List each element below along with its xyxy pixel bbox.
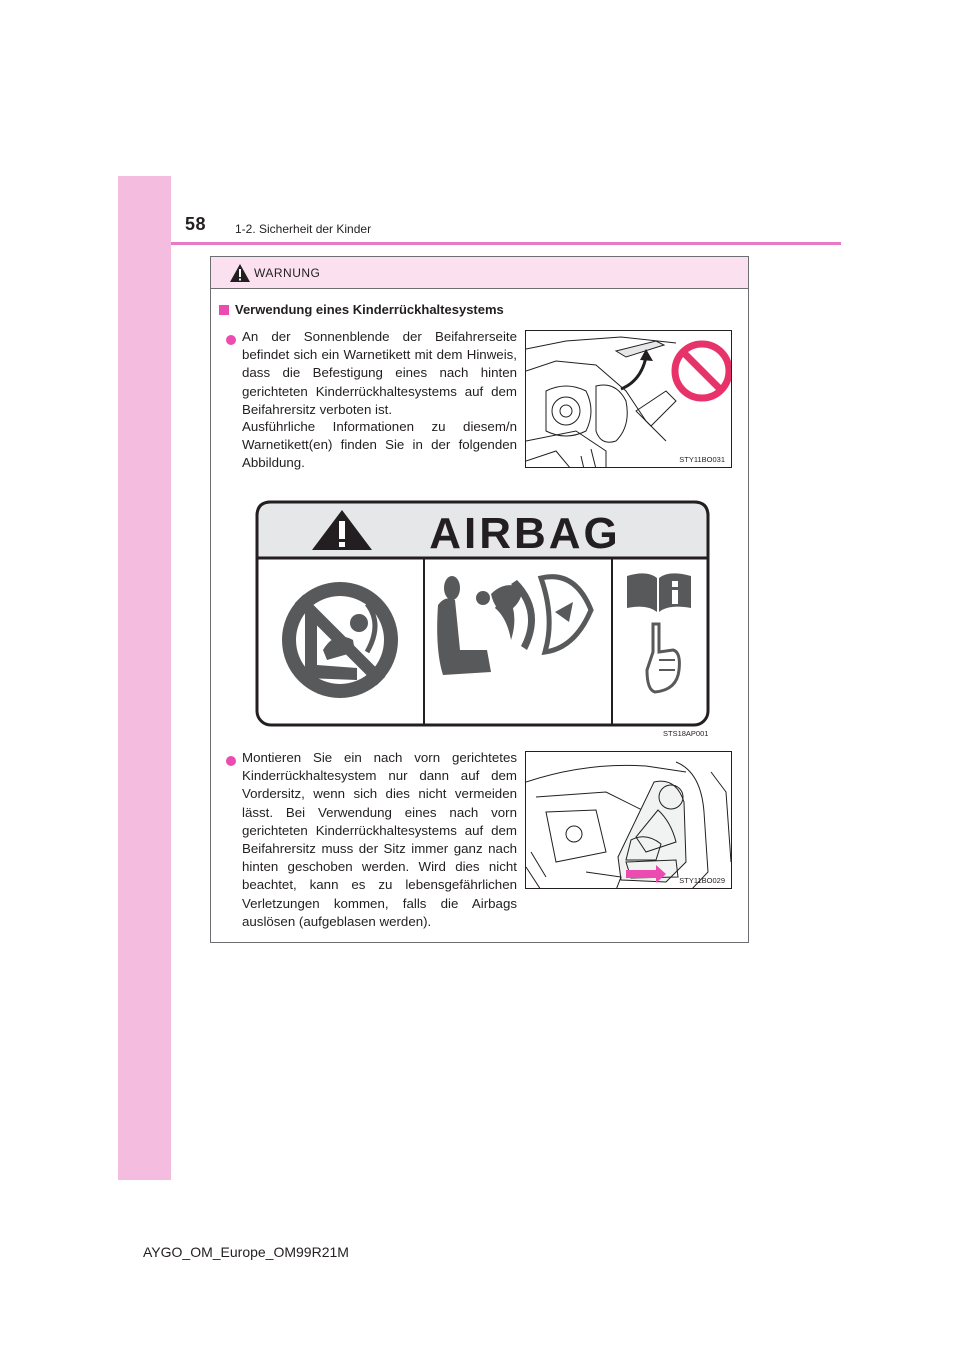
airbag-warning-label: [255, 500, 711, 727]
bullet-2-text: Montieren Sie ein nach vorn gerichtetes Kinderrückhaltesystem nur dann auf dem Vordersitz, wenn sich dies nicht vermeiden lässt. Bei Verwendung eines nach vorn gerichteten Kinderrückhaltesystems auf dem Beifahrersitz muss der Sitz immer ganz nach hinten geschoben werden. Wird dies nicht beachtet, kann es zu lebensgefährlichen Verletzungen kommen, falls die Airbags auslösen (aufgeblasen werden).: [242, 750, 517, 929]
warning-triangle-icon: [229, 263, 251, 283]
airbag-word: AIRBAG: [429, 509, 621, 558]
warning-box: [210, 256, 749, 943]
subheading-text: Verwendung eines Kinderrückhaltesystems: [235, 302, 504, 317]
airbag-figure-code: STS18AP001: [663, 729, 709, 738]
square-bullet-icon: [219, 305, 229, 315]
bullet-1-text: An der Sonnenblende der Beifahrerseite befindet sich ein Warnetikett mit dem Hinweis, dass die Befestigung eines nach hinten gerichteten Kinderrückhaltesystems auf dem Beifahrersitz verboten ist.: [242, 329, 517, 417]
section-title: 1-2. Sicherheit der Kinder: [235, 222, 372, 236]
child-seat-figure: [525, 751, 732, 889]
chapter-sidebar-tab: [118, 176, 171, 1180]
warning-header: [211, 257, 748, 289]
child-seat-illustration: [526, 752, 732, 889]
figure-code: STY11BO029: [679, 876, 725, 885]
bullet-dot-icon: [226, 756, 236, 766]
no-rear-facing-seat-icon: [282, 582, 398, 698]
sun-visor-illustration: [526, 331, 732, 468]
warning-title: WARNUNG: [254, 266, 321, 280]
header-rule: [171, 242, 841, 245]
page-number: 58: [185, 214, 207, 234]
bullet-1-text-continued: Ausführliche Informationen zu diesem/n Warnetikett(en) finden Sie in der folgenden Abbildung.: [242, 419, 517, 471]
sun-visor-figure: [525, 330, 732, 468]
figure-code: STY11BO031: [679, 455, 725, 464]
document-id-footer: AYGO_OM_Europe_OM99R21M: [143, 1244, 349, 1260]
warning-subheading: [219, 302, 504, 317]
bullet-dot-icon: [226, 335, 236, 345]
